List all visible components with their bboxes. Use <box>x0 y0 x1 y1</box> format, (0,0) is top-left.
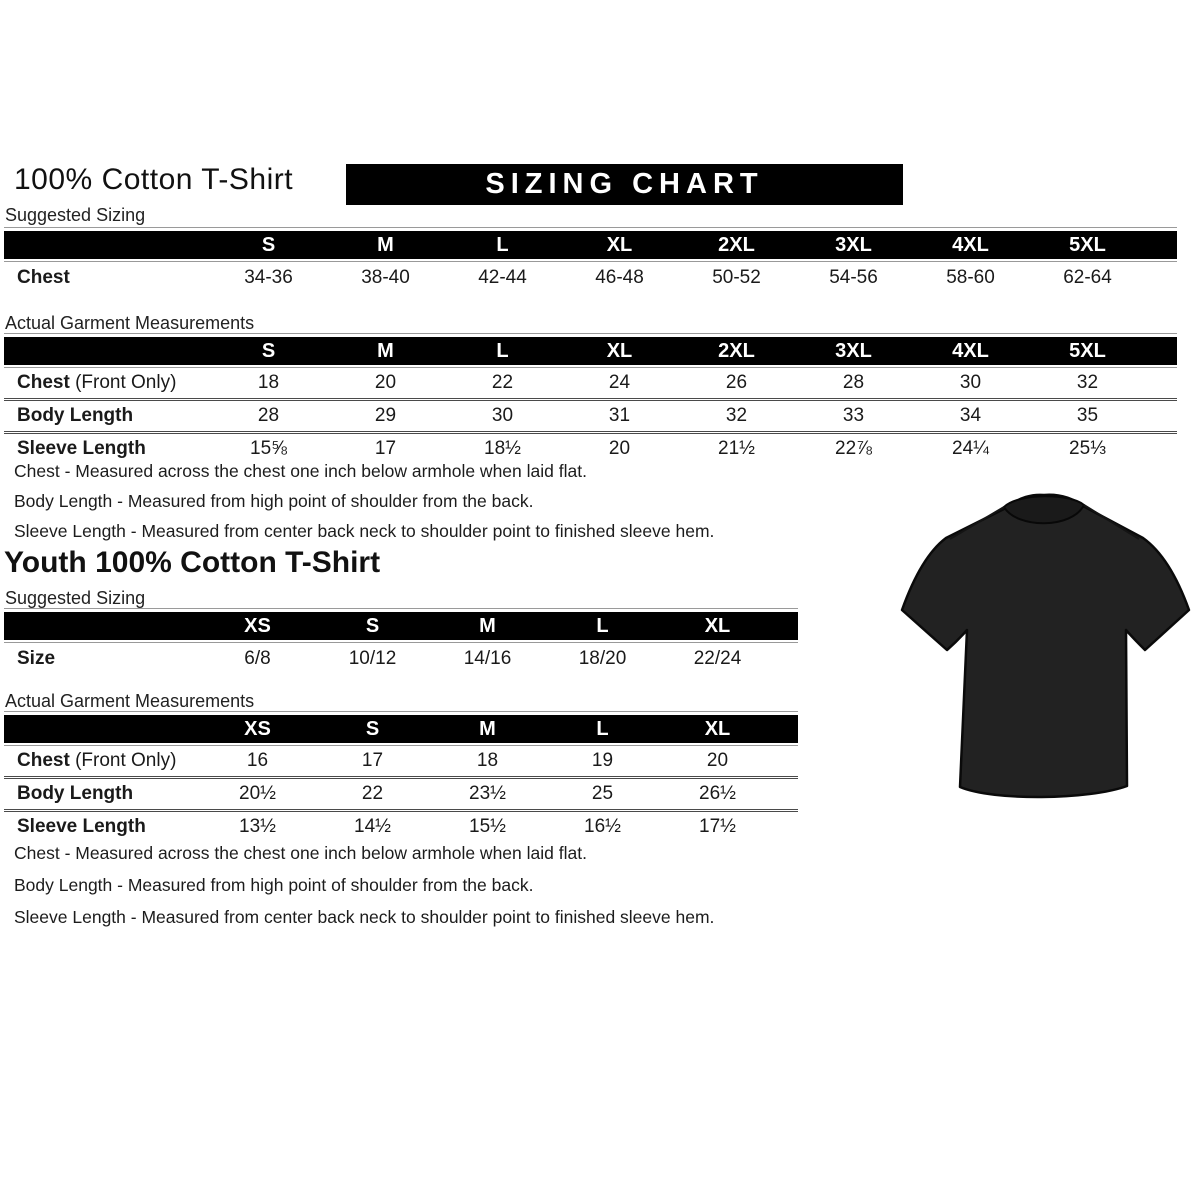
table-cell: 31 <box>608 405 631 426</box>
table-cell: 6/8 <box>244 648 271 669</box>
size-header: 4XL <box>952 339 989 362</box>
youth-suggested-table <box>4 608 798 675</box>
table-cell: 26½ <box>699 783 736 804</box>
adult-suggested-table <box>4 227 1177 294</box>
youth-actual-label: Actual Garment Measurements <box>5 691 255 711</box>
table-cell: 21½ <box>718 438 755 459</box>
table-cell: 22 <box>361 783 384 804</box>
note-chest: Chest - Measured across the chest one inch below armhole when laid flat. <box>14 461 587 481</box>
size-header: L <box>496 339 509 362</box>
size-header: 3XL <box>835 339 872 362</box>
table-cell: 50-52 <box>712 267 761 288</box>
table-row <box>4 368 1177 398</box>
size-header: L <box>596 717 609 740</box>
table-cell: 24 <box>608 372 631 393</box>
size-header: 4XL <box>952 233 989 256</box>
table-cell: 38-40 <box>361 267 410 288</box>
table-cell: 10/12 <box>348 648 397 669</box>
table-cell: 20 <box>374 372 397 393</box>
note-sleeve-length: Sleeve Length - Measured from center back neck to shoulder point to finished sleeve hem. <box>14 907 715 927</box>
size-header: 5XL <box>1069 339 1106 362</box>
table-cell: 17½ <box>699 816 736 837</box>
table-cell: 22⅞ <box>835 438 872 459</box>
table-row <box>4 643 798 675</box>
row-label: Size <box>17 648 56 669</box>
table-cell: 20 <box>608 438 631 459</box>
size-header: S <box>365 717 380 740</box>
tshirt-graphic <box>893 490 1195 808</box>
row-label: Sleeve Length <box>17 438 146 459</box>
size-header: XL <box>704 614 731 637</box>
table-cell: 25 <box>591 783 614 804</box>
note-body-length: Body Length - Measured from high point of shoulder from the back. <box>14 491 534 511</box>
table-cell: 34 <box>959 405 982 426</box>
size-header: M <box>479 614 496 637</box>
table-cell: 24¼ <box>952 438 989 459</box>
table-cell: 46-48 <box>595 267 644 288</box>
size-header: M <box>377 339 394 362</box>
table-row <box>4 262 1177 294</box>
page-title: 100% Cotton T-Shirt <box>14 163 294 196</box>
table-cell: 18/20 <box>578 648 627 669</box>
youth-actual-table <box>4 711 798 842</box>
table-cell: 34-36 <box>244 267 293 288</box>
note-sleeve-length: Sleeve Length - Measured from center back neck to shoulder point to finished sleeve hem. <box>14 521 715 541</box>
table-row <box>4 776 798 809</box>
row-label: Chest (Front Only) <box>17 750 177 771</box>
youth-actual-header-bar <box>4 715 798 743</box>
size-header: XL <box>606 339 633 362</box>
table-cell: 32 <box>725 405 748 426</box>
table-cell: 23½ <box>469 783 506 804</box>
youth-measurement-notes <box>14 843 714 937</box>
table-cell: 18 <box>476 750 499 771</box>
table-cell: 42-44 <box>478 267 527 288</box>
row-label: Body Length <box>17 405 134 426</box>
table-cell: 13½ <box>239 816 276 837</box>
table-cell: 14½ <box>354 816 391 837</box>
table-cell: 19 <box>591 750 614 771</box>
adult-suggested-label: Suggested Sizing <box>5 205 146 225</box>
youth-suggested-label: Suggested Sizing <box>5 588 146 608</box>
youth-title: Youth 100% Cotton T-Shirt <box>4 546 381 579</box>
row-label: Body Length <box>17 783 134 804</box>
row-label: Sleeve Length <box>17 816 146 837</box>
table-row <box>4 431 1177 464</box>
table-cell: 30 <box>491 405 514 426</box>
table-cell: 35 <box>1076 405 1099 426</box>
note-chest: Chest - Measured across the chest one inch below armhole when laid flat. <box>14 843 587 863</box>
table-cell: 54-56 <box>829 267 878 288</box>
table-cell: 32 <box>1076 372 1099 393</box>
table-cell: 15½ <box>469 816 506 837</box>
note-body-length: Body Length - Measured from high point of shoulder from the back. <box>14 875 534 895</box>
adult-actual-table <box>4 333 1177 464</box>
size-header: L <box>596 614 609 637</box>
adult-actual-header-bar <box>4 337 1177 365</box>
adult-actual-label: Actual Garment Measurements <box>5 313 255 333</box>
table-cell: 22/24 <box>693 648 742 669</box>
table-cell: 62-64 <box>1063 267 1112 288</box>
table-cell: 16 <box>246 750 269 771</box>
sizing-chart-banner <box>346 164 903 205</box>
size-header: 5XL <box>1069 233 1106 256</box>
table-cell: 33 <box>842 405 865 426</box>
table-cell: 20½ <box>239 783 276 804</box>
size-header: XL <box>704 717 731 740</box>
tshirt-image <box>893 490 1195 808</box>
table-row <box>4 398 1177 431</box>
size-header: 2XL <box>718 339 755 362</box>
row-label: Chest (Front Only) <box>17 372 177 393</box>
table-row <box>4 746 798 776</box>
row-label: Chest <box>17 267 70 288</box>
table-row <box>4 809 798 842</box>
size-header: S <box>365 614 380 637</box>
size-header: M <box>479 717 496 740</box>
table-cell: 15⅝ <box>250 438 287 459</box>
size-header: 2XL <box>718 233 755 256</box>
size-header: S <box>261 339 276 362</box>
size-header: XS <box>244 614 271 637</box>
table-cell: 17 <box>361 750 384 771</box>
table-cell: 25⅓ <box>1069 438 1106 459</box>
table-cell: 22 <box>491 372 514 393</box>
table-cell: 29 <box>374 405 397 426</box>
table-cell: 28 <box>842 372 865 393</box>
table-cell: 18 <box>257 372 280 393</box>
table-cell: 18½ <box>484 438 521 459</box>
table-cell: 20 <box>706 750 729 771</box>
table-cell: 58-60 <box>946 267 995 288</box>
youth-suggested-header-bar <box>4 612 798 640</box>
adult-measurement-notes <box>14 461 714 551</box>
size-header: L <box>496 233 509 256</box>
size-header: 3XL <box>835 233 872 256</box>
size-header: XS <box>244 717 271 740</box>
size-header: M <box>377 233 394 256</box>
size-header: XL <box>606 233 633 256</box>
adult-suggested-header-bar <box>4 231 1177 259</box>
table-cell: 16½ <box>584 816 621 837</box>
table-cell: 17 <box>374 438 397 459</box>
sizing-chart-banner-text: SIZING CHART <box>485 168 764 200</box>
table-cell: 30 <box>959 372 982 393</box>
size-header: S <box>261 233 276 256</box>
table-cell: 26 <box>725 372 748 393</box>
table-cell: 14/16 <box>463 648 512 669</box>
table-cell: 28 <box>257 405 280 426</box>
